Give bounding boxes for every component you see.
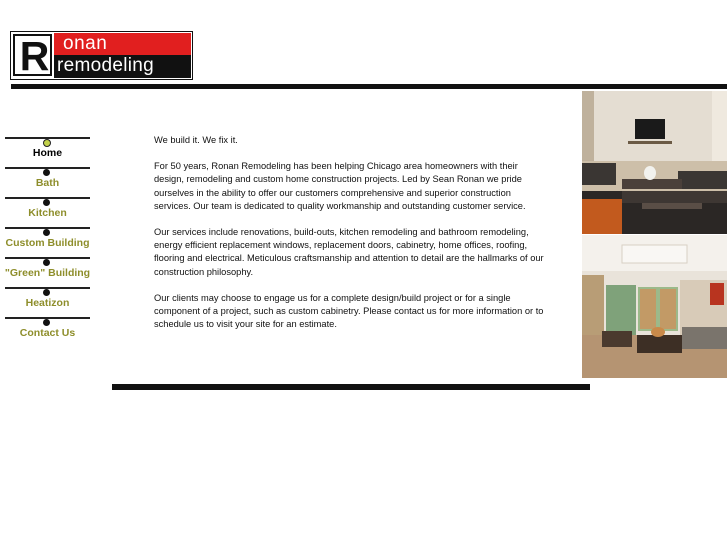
tagline: We build it. We fix it. xyxy=(154,135,238,145)
bullet-icon xyxy=(43,259,50,266)
nav-item-contact-us[interactable] xyxy=(5,311,90,341)
intro-paragraph: For 50 years, Ronan Remodeling has been helping Chicago area homeowners with their design, remodeling and custom home construction projects. Led by Sean Ronan we pride ourselves in the ability to offer our customers comprehensive and superior construction services. Our team is dedicated to quality workmanship and outstanding customer service. xyxy=(154,161,526,211)
bullet-icon xyxy=(43,169,50,176)
logo-letter-box xyxy=(13,33,52,79)
nav-item-label[interactable]: Home xyxy=(32,147,63,159)
nav-item-home[interactable] xyxy=(5,131,90,161)
contact-paragraph: Our clients may choose to engage us for a complete design/build project or for a single component of a project, such as custom cabinetry. Please contact us for more information or to schedule us to visit your site for an estimate. xyxy=(154,292,544,330)
services-paragraph: Our services include renovations, build-outs, kitchen remodeling and bathroom remodeling, energy efficient replacement windows, replacement doors, cabinetry, home offices, roofing, flooring and electrical. Meticulous craftsmanship and attention to detail are the hallmarks of our construction philosophy. xyxy=(154,227,544,277)
bullet-icon xyxy=(43,199,50,206)
nav-item-kitchen[interactable] xyxy=(5,191,90,221)
header-divider xyxy=(11,84,727,89)
logo-letter: R xyxy=(19,33,50,79)
bullet-icon xyxy=(43,319,50,326)
site-logo[interactable] xyxy=(10,31,193,80)
bullet-icon xyxy=(43,229,50,236)
bullet-icon xyxy=(43,289,50,296)
nav-item-label[interactable]: Heatizon xyxy=(25,297,70,309)
main-nav xyxy=(5,131,90,341)
nav-item-label[interactable]: "Green" Building xyxy=(4,267,91,279)
bullet-icon xyxy=(43,139,51,147)
nav-item-label[interactable]: Bath xyxy=(35,177,60,189)
content-divider xyxy=(112,384,590,390)
nav-item-label[interactable]: Custom Building xyxy=(5,237,90,249)
nav-item-heatizon[interactable] xyxy=(5,281,90,311)
logo-word-onan: onan xyxy=(63,33,108,54)
logo-word-remodeling: remodeling xyxy=(57,55,154,76)
nav-item-label[interactable]: Kitchen xyxy=(28,207,67,219)
nav-item-label[interactable]: Contact Us xyxy=(19,327,76,339)
nav-item-bath[interactable] xyxy=(5,161,90,191)
nav-item-green-building[interactable] xyxy=(5,251,90,281)
dining-room-photo xyxy=(582,235,727,378)
main-content xyxy=(154,134,546,344)
living-room-photo xyxy=(582,91,727,234)
nav-item-custom-building[interactable] xyxy=(5,221,90,251)
